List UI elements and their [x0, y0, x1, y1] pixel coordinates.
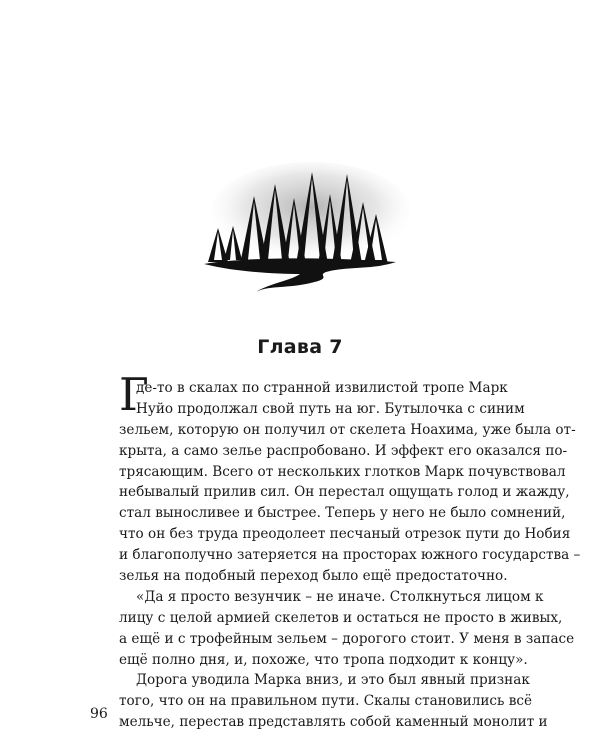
text-line: стал выносливее и быстрее. Теперь у него не было сомнений, — [119, 505, 566, 522]
text-line: мельче, перестав представлять собой каменный монолит и — [119, 714, 548, 731]
text-line: Нуйо продолжал свой путь на юг. Бутылочка с синим — [136, 400, 525, 417]
drop-cap: Г — [119, 368, 149, 421]
page-number: 96 — [90, 706, 108, 722]
text-line: небывалый прилив сил. Он перестал ощущать голод и жажду, — [119, 484, 570, 501]
text-line: зельем, которую он получил от скелета Ноахима, уже была от- — [119, 421, 576, 438]
text-line: Дорога уводила Марка вниз, и это был явный признак — [136, 672, 530, 689]
text-line: трясающим. Всего от нескольких глотков Марк почувствовал — [119, 463, 566, 480]
text-line: что он без труда преодолеет песчаный отрезок пути до Нобия — [119, 526, 571, 543]
text-line: де-то в скалах по странной извилистой тропе Марк — [136, 380, 508, 396]
text-line: лицу с целой армией скелетов и остаться не просто в живых, — [119, 609, 563, 626]
body-text — [119, 378, 581, 733]
chapter-title: Глава 7 — [257, 336, 343, 358]
text-line: и благополучно затеряется на просторах южного государства – — [119, 547, 581, 564]
text-line: а ещё и с трофейным зельем – дорогого стоит. У меня в запасе — [119, 630, 575, 647]
forest-silhouette-icon — [196, 160, 406, 300]
text-line: того, что он на правильном пути. Скалы становились всё — [119, 693, 533, 710]
text-line: ещё полно дня, и, похоже, что тропа подходит к концу». — [119, 651, 528, 668]
text-line: «Да я просто везунчик – не иначе. Столкнуться лицом к — [136, 588, 544, 605]
text-line: зелья на подобный переход было ещё предостаточно. — [119, 568, 508, 585]
text-line: крыта, а само зелье распробовано. И эффект его оказался по- — [119, 442, 568, 459]
